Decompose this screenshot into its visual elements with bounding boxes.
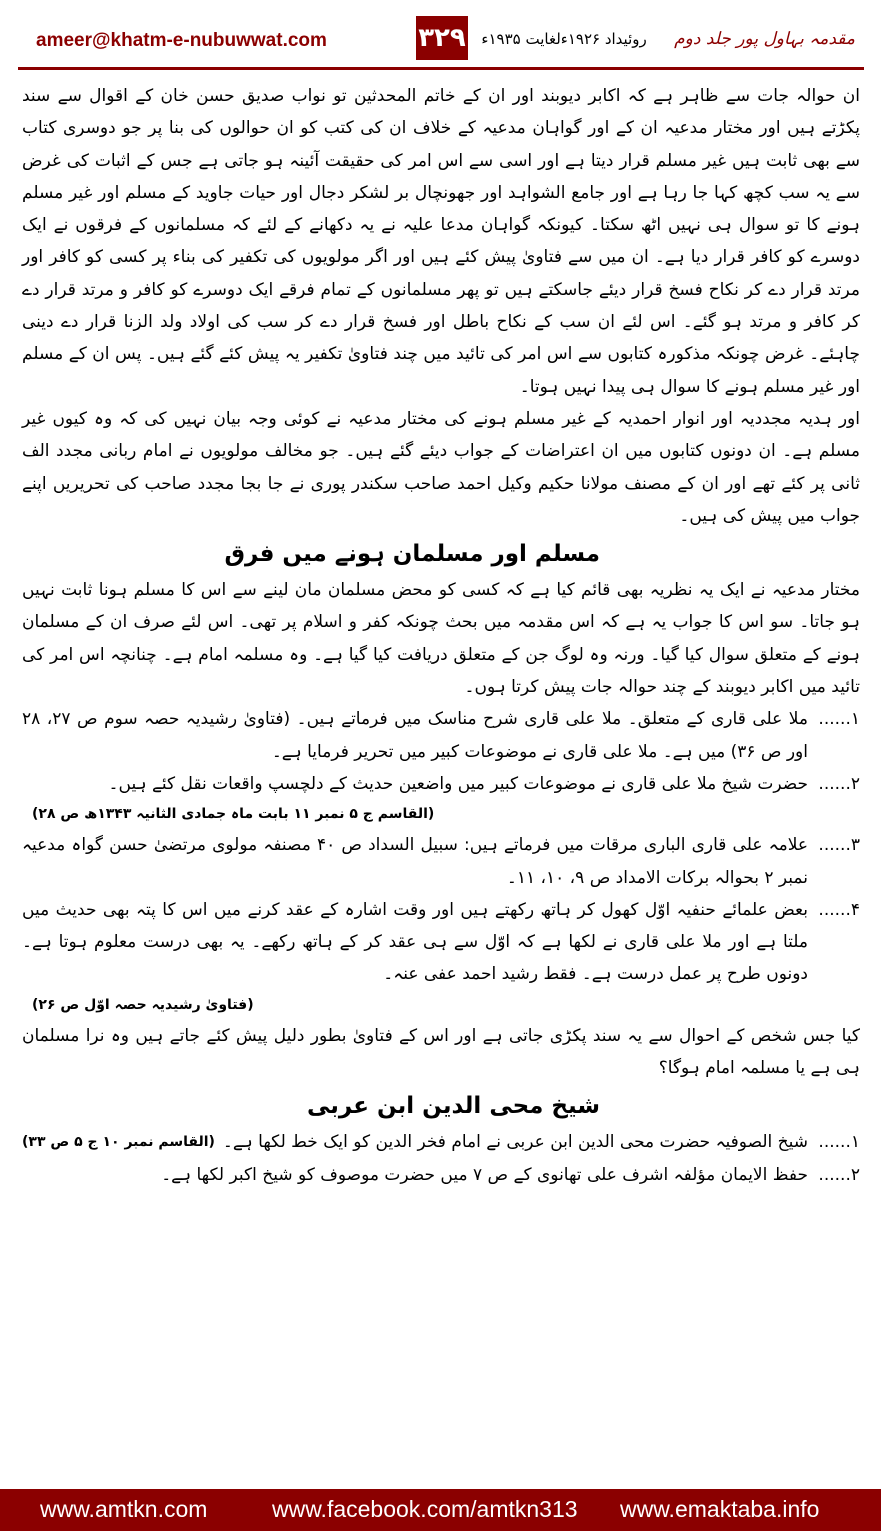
list-item [22,1159,860,1191]
list-item-number: ۴...... [818,899,860,920]
header-rule [18,67,864,70]
paragraph-3: مختار مدعیہ نے ایک یہ نظریہ بھی قائم کیا ہے کہ کسی کو محض مسلمان مان لینے سے اس کا مسلم ہونا ثابت نہیں ہو جاتا۔ سو اس کا جواب یہ ہے کہ اس مقدمہ میں بحث چونکہ کفر و اسلام پر تھی۔ اس لئے صرف ان کے مسلمان ہونے کے متعلق سوال کیا گیا۔ ورنہ وہ لوگ جن کے متعلق دریافت کیا گیا ہے۔ وہ مسلمہ امام ہے۔ چنانچہ اس امر کی تائید میں اکابر دیوبند کے چند حوالہ جات پیش کرتا ہوں۔ [22,580,860,698]
list-item [22,829,860,894]
section-heading-ibn-arabi: شیخ محی الدین ابن عربی [307,1093,600,1120]
book-title: مقدمہ بہاول پور جلد دوم [674,29,855,49]
list-item-number: ۳...... [818,835,860,856]
list-item-text: حضرت شیخ ملا علی قاری نے موضوعات کبیر میں واضعین حدیث کے دلچسپ واقعات نقل کئے ہیں۔ [108,773,808,794]
list-item-text [22,1126,808,1158]
page-footer [0,1489,881,1531]
list-item-text: ملا علی قاری کے متعلق۔ ملا علی قاری شرح مناسک میں فرماتے ہیں۔ (فتاویٰ رشیدیہ حصہ سوم ص ۲۷، ۲۸ اور ص ۳۶) میں ہے۔ ملا علی قاری نے موضوعات کبیر میں تحریر فرمایا ہے۔ [22,709,809,762]
list-item-text: حفظ الایمان مؤلفہ اشرف علی تھانوی کے ص ۷ میں حضرت موصوف کو شیخ اکبر لکھا ہے۔ [161,1164,808,1185]
footer-link-emaktaba[interactable]: www.emaktaba.info [620,1496,820,1522]
page-number: ۳۲۹ [416,16,468,60]
list-item [22,768,860,800]
paragraph-1: ان حوالہ جات سے ظاہر ہے کہ اکابر دیوبند اور ان کے خاتم المحدثین تو نواب صدیق حسن خان کے اقوال سے سند پکڑتے ہیں اور مختار مدعیہ ان کے اور گواہان مدعیہ کے خلاف ان کی کتب کو ان حوالوں کی بنا پر جو دوسری کتاب سے بھی ثابت ہیں غیر مسلم قرار دیتا ہے اور اسی سے اس امر کی حقیقت آئینہ ہو جاتی ہے جس کے اثبات کی غرض سے یہ سب کچھ کہا جا رہا ہے اور جامع الشواہد اور جھونچال بر لشکر دجال اور حیات جاوید کے مسلم اور غیر مسلم ہونے کا تو سوال ہی نہیں اٹھ سکتا۔ کیونکہ گواہان مدعا علیہ نے یہ دکھانے کے لئے کہ مسلمانوں کے فرقوں نے ایک دوسرے کو کافر قرار دیا ہے۔ ان میں سے فتاویٰ پیش کئے ہیں اور اگر مولویوں کی تکفیر کی بناء پر کسی کو کافر اور مرتد قرار دے کر نکاح فسخ قرار دیئے جاسکتے ہیں تو پھر مسلمانوں کے تمام فرقے ایک دوسرے کو کافر و مرتد قرار دے کر کافر و مرتد ہو گئے۔ اس لئے ان سب کے نکاح باطل اور فسخ قرار دے کر سب کی اولاد ولد الزنا قرار دے دینی چاہئے۔ غرض چونکہ مذکورہ کتابوں سے اس امر کی تائید میں چند فتاویٰ تکفیر یہ پیش کئے گئے ہیں۔ پس ان کے مسلم اور غیر مسلم ہونے کا سوال ہی پیدا نہیں ہوتا۔ [22,86,860,397]
page-header [0,0,881,70]
list-item [22,1126,860,1158]
list-item-body: شیخ الصوفیہ حضرت محی الدین ابن عربی نے امام فخر الدین کو ایک خط لکھا ہے۔ [222,1132,808,1153]
list-item-text: علامہ علی قاری الباری مرقات میں فرماتے ہیں: سبیل السداد ص ۴۰ مصنفہ مولوی مرتضیٰ حسن گواہ مدعیہ نمبر ۲ بحوالہ برکات الامداد ص ۹، ۱۰، ۱۱۔ [22,835,808,888]
book-subtitle: روئیداد ۱۹۲۶ءلغایت ۱۹۳۵ء [481,30,647,48]
paragraph-4: کیا جس شخص کے احوال سے یہ سند پکڑی جاتی ہے اور اس کے فتاویٰ بطور دلیل پیش کئے جاتے ہیں وہ نرا مسلمان ہی ہے یا مسلمہ امام ہوگا؟ [22,1025,860,1079]
list-item [22,894,860,991]
section-heading-difference: مسلم اور مسلمان ہونے میں فرق [224,541,600,568]
list-item-number: ۱...... [818,1132,860,1153]
list-item-number: ۲...... [818,1164,860,1185]
reference-citation: (القاسم نمبر ۱۰ ج ۵ ص ۳۳) [22,1134,215,1151]
reference-citation: (فتاویٰ رشیدیہ حصہ اوّل ص ۲۶) [32,996,254,1013]
list-item-text: بعض علمائے حنفیہ اوّل کھول کر ہاتھ رکھتے ہیں اور وقت اشارہ کے عقد کرنے میں اس کا پتہ بھی حدیث میں ملتا ہے اور ملا علی قاری نے لکھا ہے کہ اوّل سے ہی عقد کر کے ہاتھ رکھے۔ یہ بھی درست معلوم ہوتا ہے۔ دونوں طرح پر عمل درست ہے۔ فقط رشید احمد عفی عنہ۔ [22,899,808,985]
header-email[interactable]: ameer@khatm-e-nubuwwat.com [36,30,327,51]
header-title [481,28,855,49]
footer-link-amtkn[interactable]: www.amtkn.com [40,1496,208,1522]
list-item-number: ۱...... [818,709,860,730]
reference-citation: (القاسم ج ۵ نمبر ۱۱ بابت ماہ جمادی الثانیہ ۱۳۴۳ھ ص ۲۸) [32,806,435,823]
footer-link-facebook[interactable]: www.facebook.com/amtkn313 [272,1496,578,1522]
list-item-number: ۲...... [818,773,860,794]
paragraph-2: اور ہدیہ مجددیہ اور انوار احمدیہ کے غیر مسلم ہونے کی مختار مدعیہ نے کوئی وجہ بیان نہیں کی کہ وہ کیوں غیر مسلم ہے۔ ان دونوں کتابوں میں ان اعتراضات کے جواب دیئے گئے ہیں۔ جو مخالف مولویوں نے امام ربانی مجدد الف ثانی پر کئے تھے اور ان کے مصنف مولانا حکیم وکیل احمد صاحب سکندر پوری نے جا بجا مجدد صاحب کی تحریریں اپنے جواب میں پیش کی ہیں۔ [22,408,860,526]
page-body [22,80,860,1191]
list-item [22,703,860,768]
